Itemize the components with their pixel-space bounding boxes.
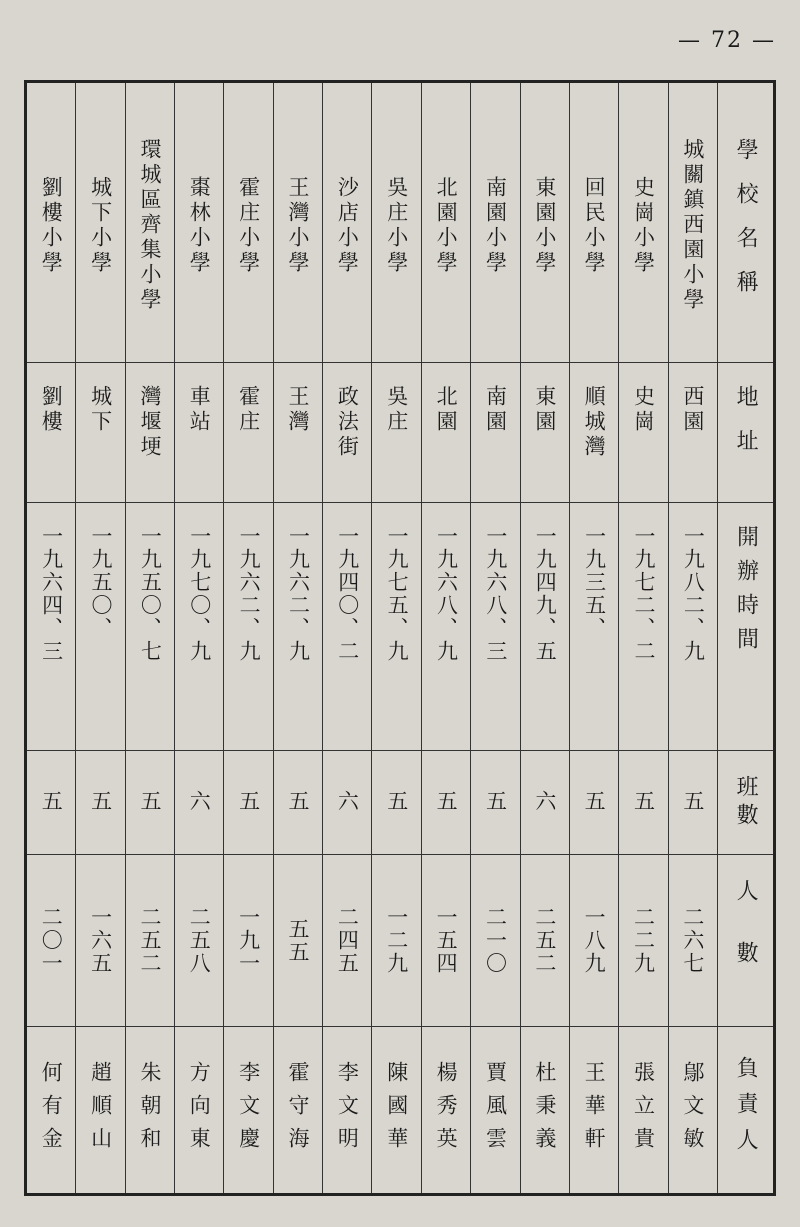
school-classes-cell	[372, 751, 420, 855]
school-principal: 王華軒	[582, 1060, 607, 1160]
school-name: 環城區齊集小學	[137, 138, 162, 313]
school-students-cell	[619, 855, 667, 1027]
school-address: 史崗	[631, 385, 656, 435]
school-students: 五五	[286, 917, 311, 964]
school-column	[470, 83, 519, 1193]
school-address-cell	[521, 363, 569, 503]
school-students: 二四五	[335, 906, 360, 975]
school-opened: 一九四〇、二	[335, 525, 360, 663]
header-principal: 負責人	[733, 1056, 759, 1164]
school-name-cell	[274, 83, 322, 363]
school-principal: 朱朝和	[137, 1060, 162, 1160]
school-opened-cell	[471, 503, 519, 751]
school-principal: 霍守海	[286, 1060, 311, 1160]
school-name-cell	[372, 83, 420, 363]
school-address: 王灣	[286, 385, 311, 435]
school-opened-cell	[27, 503, 75, 751]
school-column	[618, 83, 667, 1193]
school-address: 南園	[483, 385, 508, 435]
header-classes: 班數	[733, 774, 759, 831]
school-address: 順城灣	[582, 385, 607, 460]
school-students-cell	[669, 855, 717, 1027]
school-classes: 五	[39, 790, 64, 815]
school-opened-cell	[76, 503, 124, 751]
school-table	[24, 80, 776, 1196]
school-principal-cell	[521, 1027, 569, 1193]
school-classes-cell	[27, 751, 75, 855]
school-students: 一八九	[582, 906, 607, 975]
school-students: 二五八	[187, 906, 212, 975]
school-opened: 一九七〇、九	[187, 525, 212, 663]
school-address: 劉樓	[39, 385, 64, 435]
school-address-cell	[126, 363, 174, 503]
school-principal-cell	[422, 1027, 470, 1193]
school-address: 灣堰埂	[137, 385, 162, 460]
school-address-cell	[224, 363, 272, 503]
school-principal-cell	[323, 1027, 371, 1193]
school-principal-cell	[619, 1027, 667, 1193]
school-name: 沙店小學	[335, 175, 360, 276]
school-column	[125, 83, 174, 1193]
school-name-cell	[175, 83, 223, 363]
school-name-cell	[126, 83, 174, 363]
header-students: 人數	[733, 878, 759, 1003]
school-column	[371, 83, 420, 1193]
school-principal-cell	[471, 1027, 519, 1193]
school-column	[223, 83, 272, 1193]
school-opened: 一九六二、九	[286, 525, 311, 663]
school-classes: 五	[384, 790, 409, 815]
school-name-cell	[422, 83, 470, 363]
school-opened-cell	[224, 503, 272, 751]
school-classes-cell	[224, 751, 272, 855]
school-students: 一六五	[88, 906, 113, 975]
school-principal: 鄔文敏	[680, 1060, 705, 1160]
school-students-cell	[570, 855, 618, 1027]
school-students-cell	[76, 855, 124, 1027]
header-opened: 開辦時間	[733, 525, 759, 661]
school-classes-cell	[323, 751, 371, 855]
school-classes-cell	[619, 751, 667, 855]
school-address: 車站	[187, 385, 212, 435]
school-students: 二五二	[532, 906, 557, 975]
school-principal: 楊秀英	[434, 1060, 459, 1160]
school-classes-cell	[274, 751, 322, 855]
school-opened-cell	[323, 503, 371, 751]
school-principal-cell	[175, 1027, 223, 1193]
school-students: 二六七	[680, 906, 705, 975]
header-opened-cell	[718, 503, 773, 751]
school-column	[421, 83, 470, 1193]
school-principal: 方向東	[187, 1060, 212, 1160]
school-column	[273, 83, 322, 1193]
school-address: 東園	[532, 385, 557, 435]
school-name: 城關鎮西園小學	[680, 138, 705, 313]
school-students-cell	[175, 855, 223, 1027]
school-students-cell	[126, 855, 174, 1027]
school-classes: 五	[582, 790, 607, 815]
school-principal-cell	[669, 1027, 717, 1193]
school-opened-cell	[274, 503, 322, 751]
school-address-cell	[669, 363, 717, 503]
school-classes-cell	[471, 751, 519, 855]
school-students-cell	[224, 855, 272, 1027]
school-classes-cell	[126, 751, 174, 855]
school-address-cell	[274, 363, 322, 503]
school-name-cell	[27, 83, 75, 363]
header-name-cell	[718, 83, 773, 363]
school-classes: 五	[286, 790, 311, 815]
school-column	[668, 83, 717, 1193]
school-name-cell	[323, 83, 371, 363]
school-classes: 六	[532, 790, 557, 815]
school-name: 史崗小學	[631, 175, 656, 276]
school-students-cell	[274, 855, 322, 1027]
school-column	[174, 83, 223, 1193]
school-name: 霍庄小學	[236, 175, 261, 276]
header-address: 地址	[733, 385, 759, 473]
school-name: 王灣小學	[286, 175, 311, 276]
school-opened-cell	[669, 503, 717, 751]
school-students: 二五二	[137, 906, 162, 975]
school-students: 一五四	[434, 906, 459, 975]
school-students-cell	[471, 855, 519, 1027]
school-address: 城下	[88, 385, 113, 435]
school-opened-cell	[372, 503, 420, 751]
school-opened-cell	[521, 503, 569, 751]
school-address-cell	[570, 363, 618, 503]
school-classes-cell	[669, 751, 717, 855]
school-principal-cell	[224, 1027, 272, 1193]
school-address: 霍庄	[236, 385, 261, 435]
school-students-cell	[521, 855, 569, 1027]
school-address-cell	[422, 363, 470, 503]
school-opened: 一九六二、九	[237, 525, 262, 663]
school-students: 二〇一	[39, 906, 64, 975]
school-address: 吳庄	[384, 385, 409, 435]
school-students-cell	[372, 855, 420, 1027]
school-students-cell	[422, 855, 470, 1027]
header-classes-cell	[718, 751, 773, 855]
school-classes-cell	[570, 751, 618, 855]
school-name: 北園小學	[434, 175, 459, 276]
school-classes: 五	[236, 790, 261, 815]
school-classes: 五	[680, 790, 705, 815]
school-principal-cell	[372, 1027, 420, 1193]
school-classes-cell	[76, 751, 124, 855]
page-number: — 72 —	[678, 28, 776, 53]
school-name: 南園小學	[483, 175, 508, 276]
school-principal: 李文慶	[236, 1060, 261, 1160]
school-principal: 何有金	[39, 1060, 64, 1160]
header-column	[717, 83, 773, 1193]
school-address-cell	[27, 363, 75, 503]
school-classes-cell	[521, 751, 569, 855]
school-opened-cell	[175, 503, 223, 751]
school-address: 西園	[680, 385, 705, 435]
school-principal: 李文明	[335, 1060, 360, 1160]
school-name: 吳庄小學	[384, 175, 409, 276]
school-principal: 趙順山	[88, 1060, 113, 1160]
school-principal-cell	[274, 1027, 322, 1193]
school-opened: 一九五〇、七	[138, 525, 163, 663]
school-opened: 一九四九、五	[533, 525, 558, 663]
school-address: 北園	[434, 385, 459, 435]
school-opened: 一九七二、二	[631, 525, 656, 663]
school-name: 城下小學	[88, 175, 113, 276]
school-name-cell	[471, 83, 519, 363]
school-opened-cell	[570, 503, 618, 751]
school-classes: 五	[483, 790, 508, 815]
school-opened-cell	[422, 503, 470, 751]
school-name-cell	[619, 83, 667, 363]
school-classes: 五	[88, 790, 113, 815]
header-name: 學校名稱	[733, 137, 759, 314]
school-classes: 五	[137, 790, 162, 815]
school-classes: 五	[434, 790, 459, 815]
school-name-cell	[669, 83, 717, 363]
school-principal-cell	[570, 1027, 618, 1193]
school-address-cell	[619, 363, 667, 503]
school-students: 一九一	[236, 906, 261, 975]
school-column	[520, 83, 569, 1193]
school-column	[75, 83, 124, 1193]
header-students-cell	[718, 855, 773, 1027]
school-classes: 六	[335, 790, 360, 815]
school-column	[322, 83, 371, 1193]
school-opened: 一九五〇、	[89, 525, 113, 640]
school-principal-cell	[76, 1027, 124, 1193]
school-name: 東園小學	[532, 175, 557, 276]
school-students-cell	[27, 855, 75, 1027]
school-name: 回民小學	[582, 175, 607, 276]
school-column	[569, 83, 618, 1193]
school-opened: 一九三五、	[582, 525, 607, 640]
school-column	[27, 83, 75, 1193]
school-opened: 一九六八、九	[434, 525, 459, 663]
school-classes: 五	[631, 790, 656, 815]
school-name: 棗林小學	[187, 175, 212, 276]
school-principal-cell	[27, 1027, 75, 1193]
school-opened-cell	[619, 503, 667, 751]
school-principal: 陳國華	[384, 1060, 409, 1160]
school-name-cell	[76, 83, 124, 363]
school-students: 二一〇	[483, 906, 508, 975]
school-name-cell	[570, 83, 618, 363]
school-students: 一二九	[384, 906, 409, 975]
school-opened: 一九六四、三	[39, 525, 64, 663]
school-opened: 一九七五、九	[385, 525, 410, 663]
school-address-cell	[372, 363, 420, 503]
school-name-cell	[224, 83, 272, 363]
school-opened: 一九六八、三	[483, 525, 508, 663]
school-name: 劉樓小學	[39, 175, 64, 276]
school-address-cell	[76, 363, 124, 503]
school-students: 二二九	[631, 906, 656, 975]
school-address-cell	[175, 363, 223, 503]
school-principal: 杜秉義	[532, 1060, 557, 1160]
school-address-cell	[323, 363, 371, 503]
school-classes-cell	[175, 751, 223, 855]
school-opened-cell	[126, 503, 174, 751]
school-opened: 一九八二、九	[681, 525, 706, 663]
school-name-cell	[521, 83, 569, 363]
school-principal: 張立貴	[631, 1060, 656, 1160]
header-address-cell	[718, 363, 773, 503]
school-principal-cell	[126, 1027, 174, 1193]
school-address-cell	[471, 363, 519, 503]
school-students-cell	[323, 855, 371, 1027]
school-classes-cell	[422, 751, 470, 855]
header-principal-cell	[718, 1027, 773, 1193]
school-classes: 六	[187, 790, 212, 815]
school-address: 政法街	[335, 385, 360, 460]
school-principal: 賈風雲	[483, 1060, 508, 1160]
